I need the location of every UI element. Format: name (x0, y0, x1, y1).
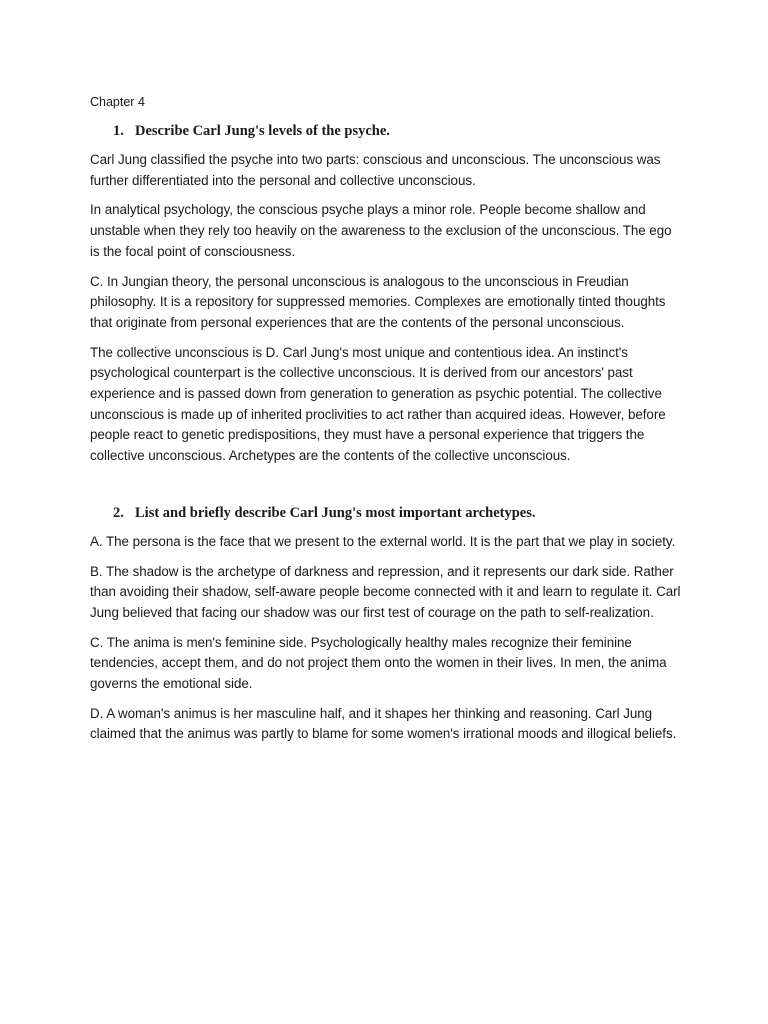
section-2-title: List and briefly describe Carl Jung's most important archetypes. (135, 504, 536, 521)
section-1-paragraph-4: The collective unconscious is D. Carl Jung's most unique and contentious idea. An instinct's psychological counterpart is the collective unconscious. It is derived from our ancestors' past experience and is passed down from generation to generation as psychic potential. The collective unconscious is made up of inherited proclivities to act rather than acquired ideas. However, before people react to genetic predispositions, they must have a personal experience that triggers the collective unconscious. Archetypes are the contents of the collective unconscious. (90, 344, 666, 464)
section-2-paragraph-2: B. The shadow is the archetype of darkness and repression, and it represents our dark side. Rather than avoiding their shadow, self-aware people become connected with it and learn to regulate it. Carl Jung believed that facing our shadow was our first test of courage on the path to self-realization. (90, 563, 681, 620)
section-2-paragraph-4: D. A woman's animus is her masculine half, and it shapes her thinking and reasoning. Carl Jung claimed that the animus was partly to blame for some women's irrational moods and illogical beliefs. (90, 705, 677, 742)
section-1-number: 1. (113, 123, 124, 139)
chapter-label: Chapter 4 (90, 95, 145, 109)
section-1-title: Describe Carl Jung's levels of the psyche. (135, 123, 390, 139)
section-1-paragraph-3: C. In Jungian theory, the personal unconscious is analogous to the unconscious in Freudian philosophy. It is a repository for suppressed memories. Complexes are emotionally tinted thoughts that originate from personal experiences that are the contents of the personal unconscious. (90, 273, 666, 330)
section-1-paragraph-2: In analytical psychology, the conscious psyche plays a minor role. People become shallow and unstable when they rely too heavily on the awareness to the exclusion of the unconscious. The ego is the focal point of consciousness. (90, 202, 672, 259)
section-2-number: 2. (113, 504, 124, 521)
document-page (90, 94, 682, 754)
section-1-heading (90, 122, 682, 140)
section-2-paragraph-3: C. The anima is men's feminine side. Psychologically healthy males recognize their feminine tendencies, accept them, and do not project them onto the women in their lives. In men, the anima governs the emotional side. (90, 634, 667, 692)
section-1-paragraph-1: Carl Jung classified the psyche into two parts: conscious and unconscious. The unconscious was further differentiated into the personal and collective unconscious. (90, 152, 661, 188)
section-2-heading (90, 504, 682, 522)
section-2-paragraph-1: A. The persona is the face that we present to the external world. It is the part that we play in society. (90, 533, 676, 549)
section-spacer (90, 476, 682, 504)
